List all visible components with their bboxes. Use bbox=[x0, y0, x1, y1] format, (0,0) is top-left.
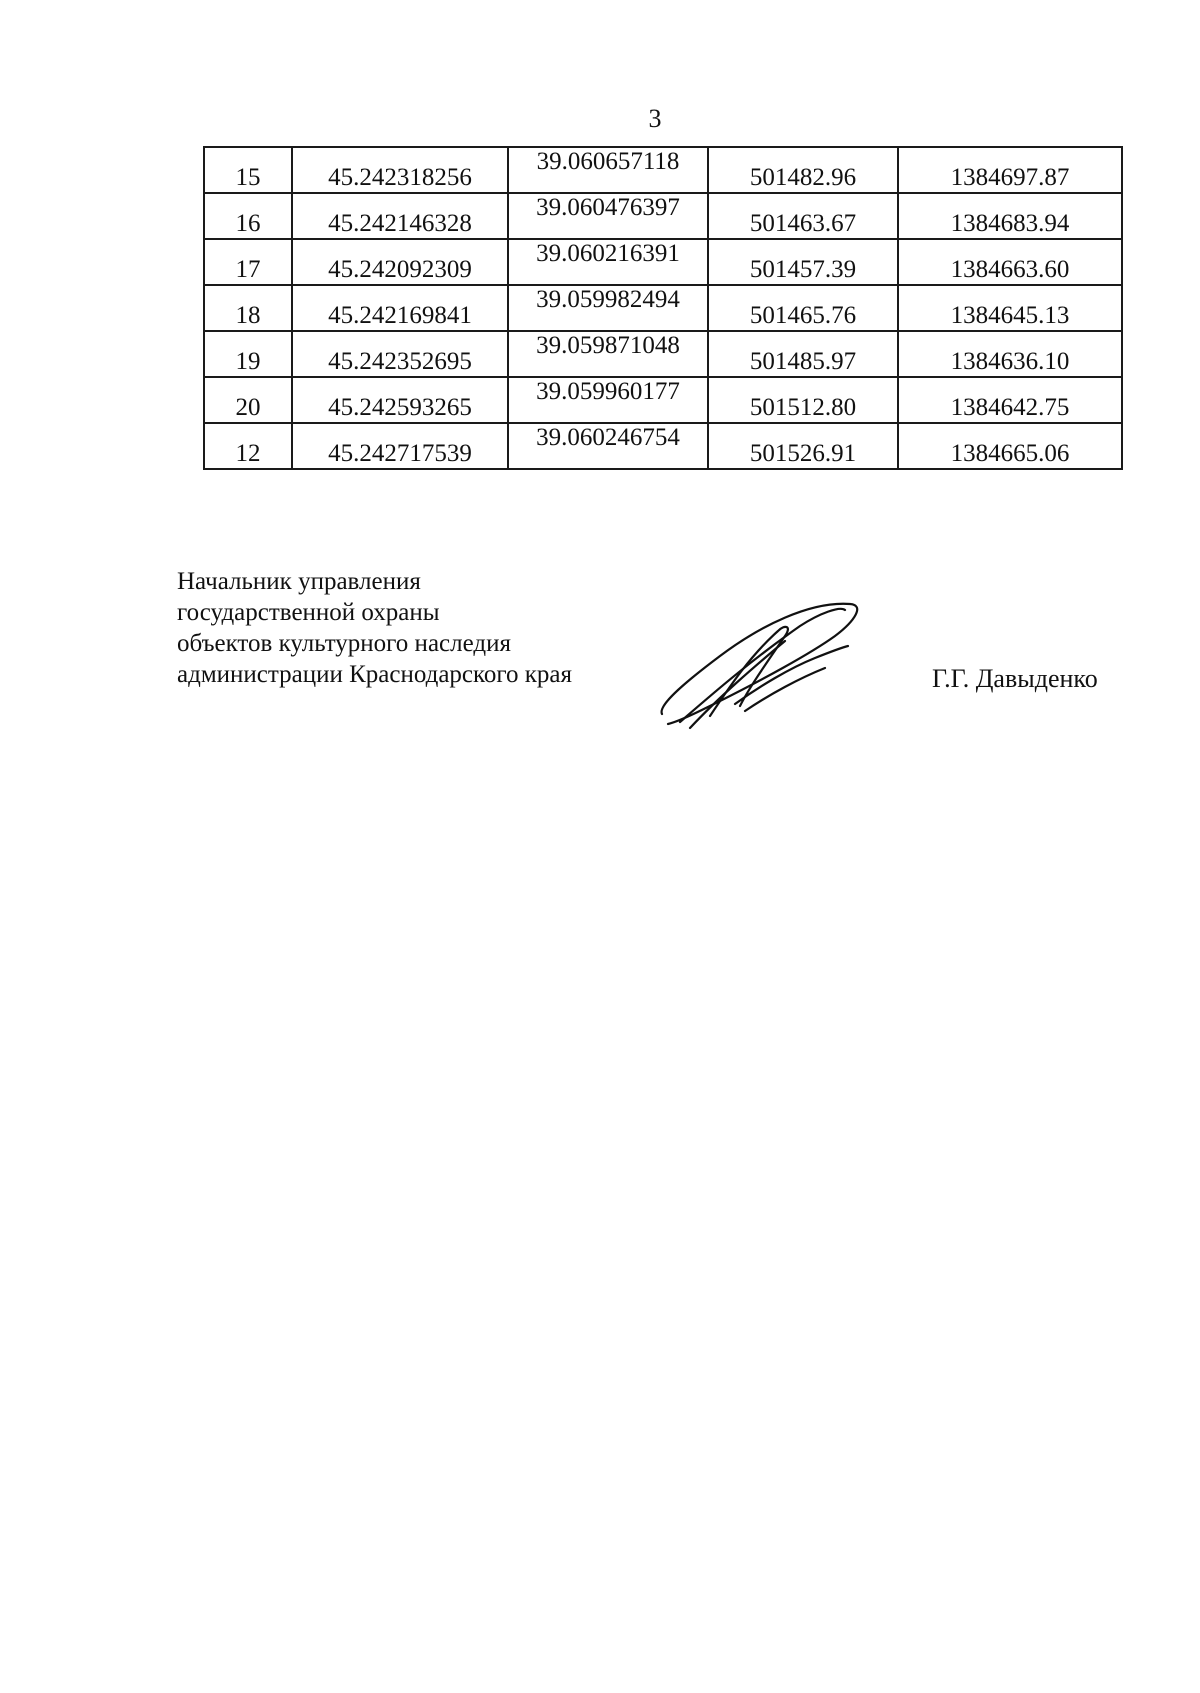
table-row bbox=[204, 239, 1122, 285]
latitude-cell: 45.242318256 bbox=[292, 147, 508, 193]
x-coordinate-cell: 501512.80 bbox=[708, 377, 898, 423]
y-coordinate-cell: 1384683.94 bbox=[898, 193, 1122, 239]
point-number-cell: 18 bbox=[204, 285, 292, 331]
signer-title-line: администрации Краснодарского края bbox=[177, 661, 573, 688]
signer-title-line: объектов культурного наследия bbox=[177, 630, 511, 657]
longitude-cell: 39.060657118 bbox=[508, 147, 708, 193]
longitude-cell: 39.059982494 bbox=[508, 285, 708, 331]
y-coordinate-cell: 1384663.60 bbox=[898, 239, 1122, 285]
longitude-cell: 39.060476397 bbox=[508, 193, 708, 239]
table-row bbox=[204, 193, 1122, 239]
latitude-cell: 45.242352695 bbox=[292, 331, 508, 377]
latitude-cell: 45.242146328 bbox=[292, 193, 508, 239]
table-row bbox=[204, 147, 1122, 193]
x-coordinate-cell: 501457.39 bbox=[708, 239, 898, 285]
point-number-cell: 17 bbox=[204, 239, 292, 285]
point-number-cell: 20 bbox=[204, 377, 292, 423]
signer-title-line: государственной охраны bbox=[177, 599, 440, 626]
table-row bbox=[204, 285, 1122, 331]
latitude-cell: 45.242593265 bbox=[292, 377, 508, 423]
table-row bbox=[204, 377, 1122, 423]
longitude-cell: 39.060216391 bbox=[508, 239, 708, 285]
latitude-cell: 45.242169841 bbox=[292, 285, 508, 331]
y-coordinate-cell: 1384645.13 bbox=[898, 285, 1122, 331]
longitude-cell: 39.060246754 bbox=[508, 423, 708, 469]
latitude-cell: 45.242717539 bbox=[292, 423, 508, 469]
table-row bbox=[204, 331, 1122, 377]
x-coordinate-cell: 501465.76 bbox=[708, 285, 898, 331]
y-coordinate-cell: 1384642.75 bbox=[898, 377, 1122, 423]
signer-title-block bbox=[177, 566, 572, 690]
table-row bbox=[204, 423, 1122, 469]
signer-title-line: Начальник управления bbox=[177, 568, 421, 595]
longitude-cell: 39.059871048 bbox=[508, 331, 708, 377]
y-coordinate-cell: 1384697.87 bbox=[898, 147, 1122, 193]
y-coordinate-cell: 1384665.06 bbox=[898, 423, 1122, 469]
coordinates-table bbox=[203, 146, 1123, 470]
signer-name: Г.Г. Давыденко bbox=[932, 664, 1098, 693]
x-coordinate-cell: 501526.91 bbox=[708, 423, 898, 469]
point-number-cell: 16 bbox=[204, 193, 292, 239]
page-number: 3 bbox=[648, 104, 662, 133]
point-number-cell: 12 bbox=[204, 423, 292, 469]
x-coordinate-cell: 501463.67 bbox=[708, 193, 898, 239]
point-number-cell: 15 bbox=[204, 147, 292, 193]
handwritten-signature bbox=[650, 596, 870, 736]
latitude-cell: 45.242092309 bbox=[292, 239, 508, 285]
longitude-cell: 39.059960177 bbox=[508, 377, 708, 423]
y-coordinate-cell: 1384636.10 bbox=[898, 331, 1122, 377]
x-coordinate-cell: 501485.97 bbox=[708, 331, 898, 377]
point-number-cell: 19 bbox=[204, 331, 292, 377]
x-coordinate-cell: 501482.96 bbox=[708, 147, 898, 193]
